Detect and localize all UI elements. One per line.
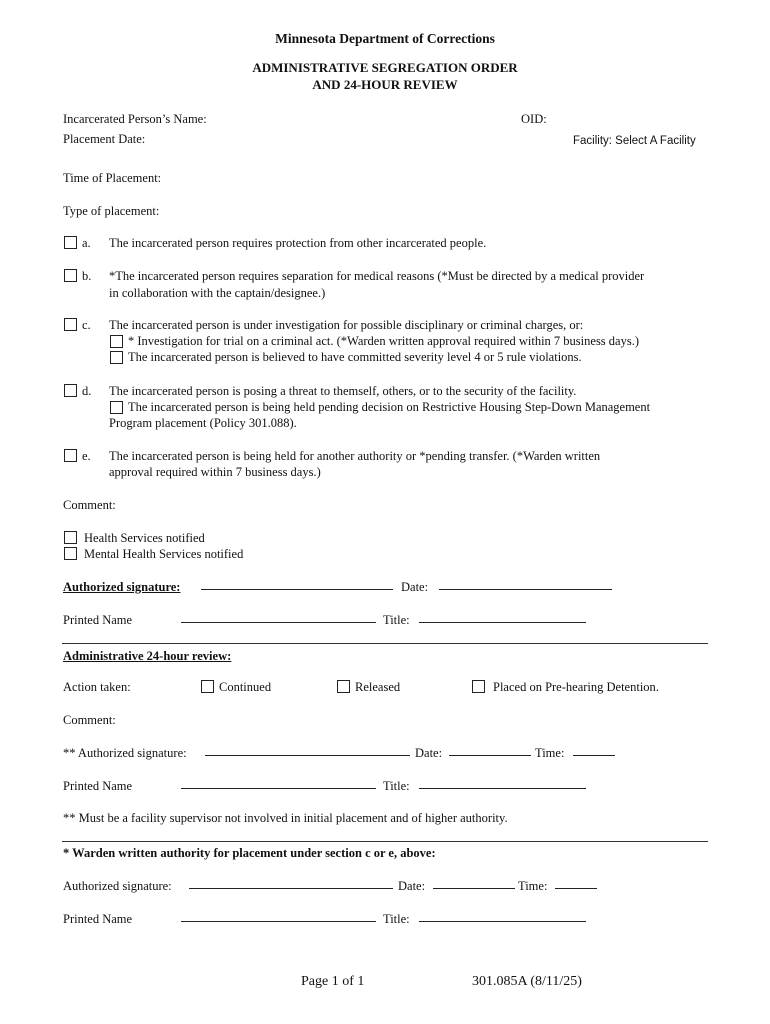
- warden-title-line[interactable]: [419, 910, 586, 922]
- option-d-checkbox[interactable]: [64, 384, 77, 397]
- option-a-letter: a.: [82, 236, 91, 250]
- auth-signature-label: Authorized signature:: [63, 580, 181, 594]
- option-a-checkbox[interactable]: [64, 236, 77, 249]
- facility-select[interactable]: Facility: Select A Facility: [573, 135, 696, 147]
- time-of-placement-label: Time of Placement:: [63, 171, 162, 185]
- prehearing-checkbox[interactable]: [472, 680, 485, 693]
- prehearing-label: Placed on Pre-hearing Detention.: [493, 680, 659, 694]
- warden-signature-line[interactable]: [189, 877, 393, 889]
- option-c-sub1-text: * Investigation for trial on a criminal act. (*Warden written approval required within 7 business days.): [128, 334, 639, 348]
- option-c-text: The incarcerated person is under investigation for possible disciplinary or criminal charges, or:: [109, 318, 584, 332]
- option-b-letter: b.: [82, 269, 92, 283]
- form-id: 301.085A (8/11/25): [472, 974, 582, 989]
- review-signature-line[interactable]: [205, 744, 410, 756]
- health-services-checkbox[interactable]: [64, 531, 77, 544]
- warden-title-label: Title:: [383, 912, 410, 926]
- mental-health-label: Mental Health Services notified: [84, 547, 244, 561]
- option-e-text-line2: approval required within 7 business days.): [109, 465, 321, 479]
- auth-printed-name-line[interactable]: [181, 611, 376, 623]
- placement-date-label: Placement Date:: [63, 132, 146, 146]
- review-signature-label: ** Authorized signature:: [63, 746, 187, 760]
- released-label: Released: [355, 680, 401, 694]
- auth-title-line[interactable]: [419, 611, 586, 623]
- name-label: Incarcerated Person’s Name:: [63, 112, 207, 126]
- review-time-line[interactable]: [573, 744, 615, 756]
- section-divider: [62, 643, 708, 644]
- review-printed-name-label: Printed Name: [63, 779, 133, 793]
- action-taken-label: Action taken:: [63, 680, 131, 694]
- section-divider-2: [62, 841, 708, 842]
- option-e-text-line1: The incarcerated person is being held for another authority or *pending transfer. (*Warden written: [109, 449, 601, 463]
- option-d-sub1-text-line2: Program placement (Policy 301.088).: [109, 416, 297, 430]
- continued-label: Continued: [219, 680, 272, 694]
- option-b-text-line1: *The incarcerated person requires separation for medical reasons (*Must be directed by a medical provider: [109, 269, 645, 283]
- option-c-sub2-checkbox[interactable]: [110, 351, 123, 364]
- review-time-label: Time:: [535, 746, 565, 760]
- auth-date-line[interactable]: [439, 578, 612, 590]
- review-comment-label: Comment:: [63, 713, 116, 727]
- warden-heading: * Warden written authority for placement under section c or e, above:: [63, 846, 436, 860]
- review-printed-name-line[interactable]: [181, 777, 376, 789]
- review-note: ** Must be a facility supervisor not involved in initial placement and of higher authority.: [63, 811, 508, 825]
- mental-health-checkbox[interactable]: [64, 547, 77, 560]
- warden-date-line[interactable]: [433, 877, 515, 889]
- auth-title-label: Title:: [383, 613, 410, 627]
- option-c-sub1-checkbox[interactable]: [110, 335, 123, 348]
- option-e-letter: e.: [82, 449, 91, 463]
- oid-label: OID:: [521, 112, 547, 126]
- option-c-sub2-text: The incarcerated person is believed to have committed severity level 4 or 5 rule violations.: [128, 350, 582, 364]
- review-title-line[interactable]: [419, 777, 586, 789]
- option-d-sub1-text: The incarcerated person is being held pending decision on Restrictive Housing Step-Down Management: [128, 400, 651, 414]
- form-title-line2: AND 24-HOUR REVIEW: [312, 77, 458, 92]
- warden-time-label: Time:: [518, 879, 548, 893]
- warden-time-line[interactable]: [555, 877, 597, 889]
- warden-signature-label: Authorized signature:: [63, 879, 172, 893]
- option-b-checkbox[interactable]: [64, 269, 77, 282]
- review-date-label: Date:: [415, 746, 443, 760]
- warden-printed-name-label: Printed Name: [63, 912, 133, 926]
- option-d-sub1-checkbox[interactable]: [110, 401, 123, 414]
- review-heading: Administrative 24-hour review:: [63, 649, 232, 663]
- warden-date-label: Date:: [398, 879, 426, 893]
- continued-checkbox[interactable]: [201, 680, 214, 693]
- type-of-placement-label: Type of placement:: [63, 204, 160, 218]
- option-c-checkbox[interactable]: [64, 318, 77, 331]
- review-title-label: Title:: [383, 779, 410, 793]
- auth-date-label: Date:: [401, 580, 429, 594]
- option-c-letter: c.: [82, 318, 91, 332]
- option-d-letter: d.: [82, 384, 92, 398]
- auth-signature-line[interactable]: [201, 578, 393, 590]
- warden-printed-name-line[interactable]: [181, 910, 376, 922]
- health-services-label: Health Services notified: [84, 531, 205, 545]
- option-a-text: The incarcerated person requires protection from other incarcerated people.: [109, 236, 487, 250]
- option-b-text-line2: in collaboration with the captain/designee.): [109, 286, 326, 300]
- form-title-line1: ADMINISTRATIVE SEGREGATION ORDER: [252, 60, 518, 75]
- page-number: Page 1 of 1: [301, 974, 365, 989]
- option-e-checkbox[interactable]: [64, 449, 77, 462]
- auth-printed-name-label: Printed Name: [63, 613, 133, 627]
- option-d-text: The incarcerated person is posing a threat to themself, others, or to the security of the facility.: [109, 384, 577, 398]
- comment-label: Comment:: [63, 498, 116, 512]
- released-checkbox[interactable]: [337, 680, 350, 693]
- review-date-line[interactable]: [449, 744, 531, 756]
- agency-name: Minnesota Department of Corrections: [275, 31, 495, 46]
